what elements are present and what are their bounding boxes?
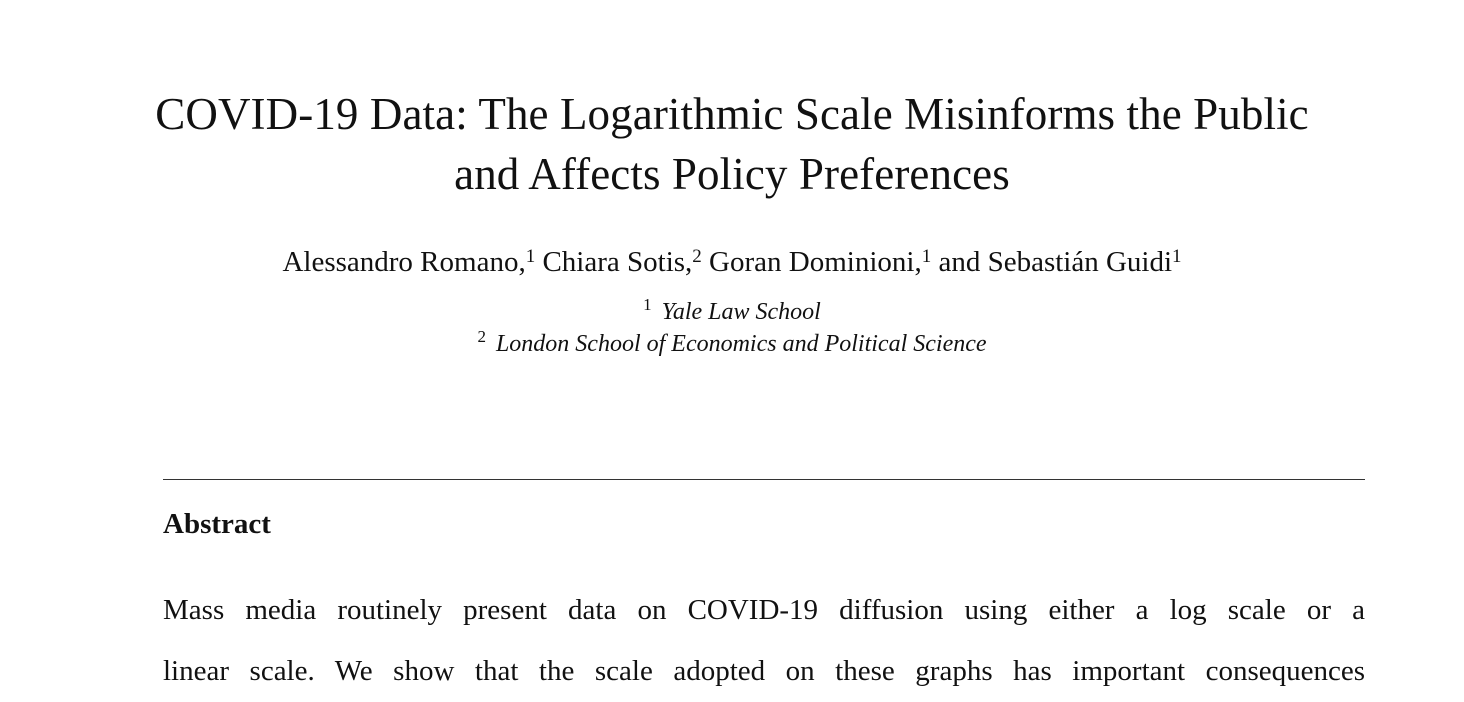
author-affiliation-mark: 1 bbox=[525, 246, 536, 267]
abstract-heading: Abstract bbox=[163, 508, 271, 540]
abstract-body bbox=[163, 580, 1365, 702]
author-affiliation-mark: 1 bbox=[921, 246, 932, 267]
affiliation-2 bbox=[0, 329, 1464, 359]
author-affiliation-mark: 2 bbox=[692, 246, 702, 267]
author-name: and Sebastián Guidi bbox=[938, 246, 1173, 278]
author-affiliation-mark: 1 bbox=[1172, 246, 1182, 267]
affiliation-1 bbox=[0, 297, 1464, 327]
author-name: Alessandro Romano, bbox=[282, 246, 526, 278]
paper-title bbox=[0, 84, 1464, 204]
abstract-line-1: Mass media routinely present data on COVID-19 diffusion using either a log scale or a bbox=[163, 594, 1365, 626]
affiliation-mark: 1 bbox=[643, 295, 652, 314]
abstract-line-2: linear scale. We show that the scale adopted on these graphs has important consequences bbox=[163, 655, 1365, 687]
author-list bbox=[0, 244, 1464, 280]
affiliation-name: London School of Economics and Political Science bbox=[495, 331, 987, 357]
affiliation-name: Yale Law School bbox=[661, 299, 821, 325]
author-name: Goran Dominioni, bbox=[709, 246, 922, 278]
horizontal-rule bbox=[163, 479, 1365, 480]
affiliation-mark: 2 bbox=[477, 327, 486, 346]
paper-title-line-1: COVID-19 Data: The Logarithmic Scale Misinforms the Public bbox=[155, 89, 1309, 139]
author-name: Chiara Sotis, bbox=[542, 246, 693, 278]
paper-title-line-2: and Affects Policy Preferences bbox=[454, 149, 1010, 199]
